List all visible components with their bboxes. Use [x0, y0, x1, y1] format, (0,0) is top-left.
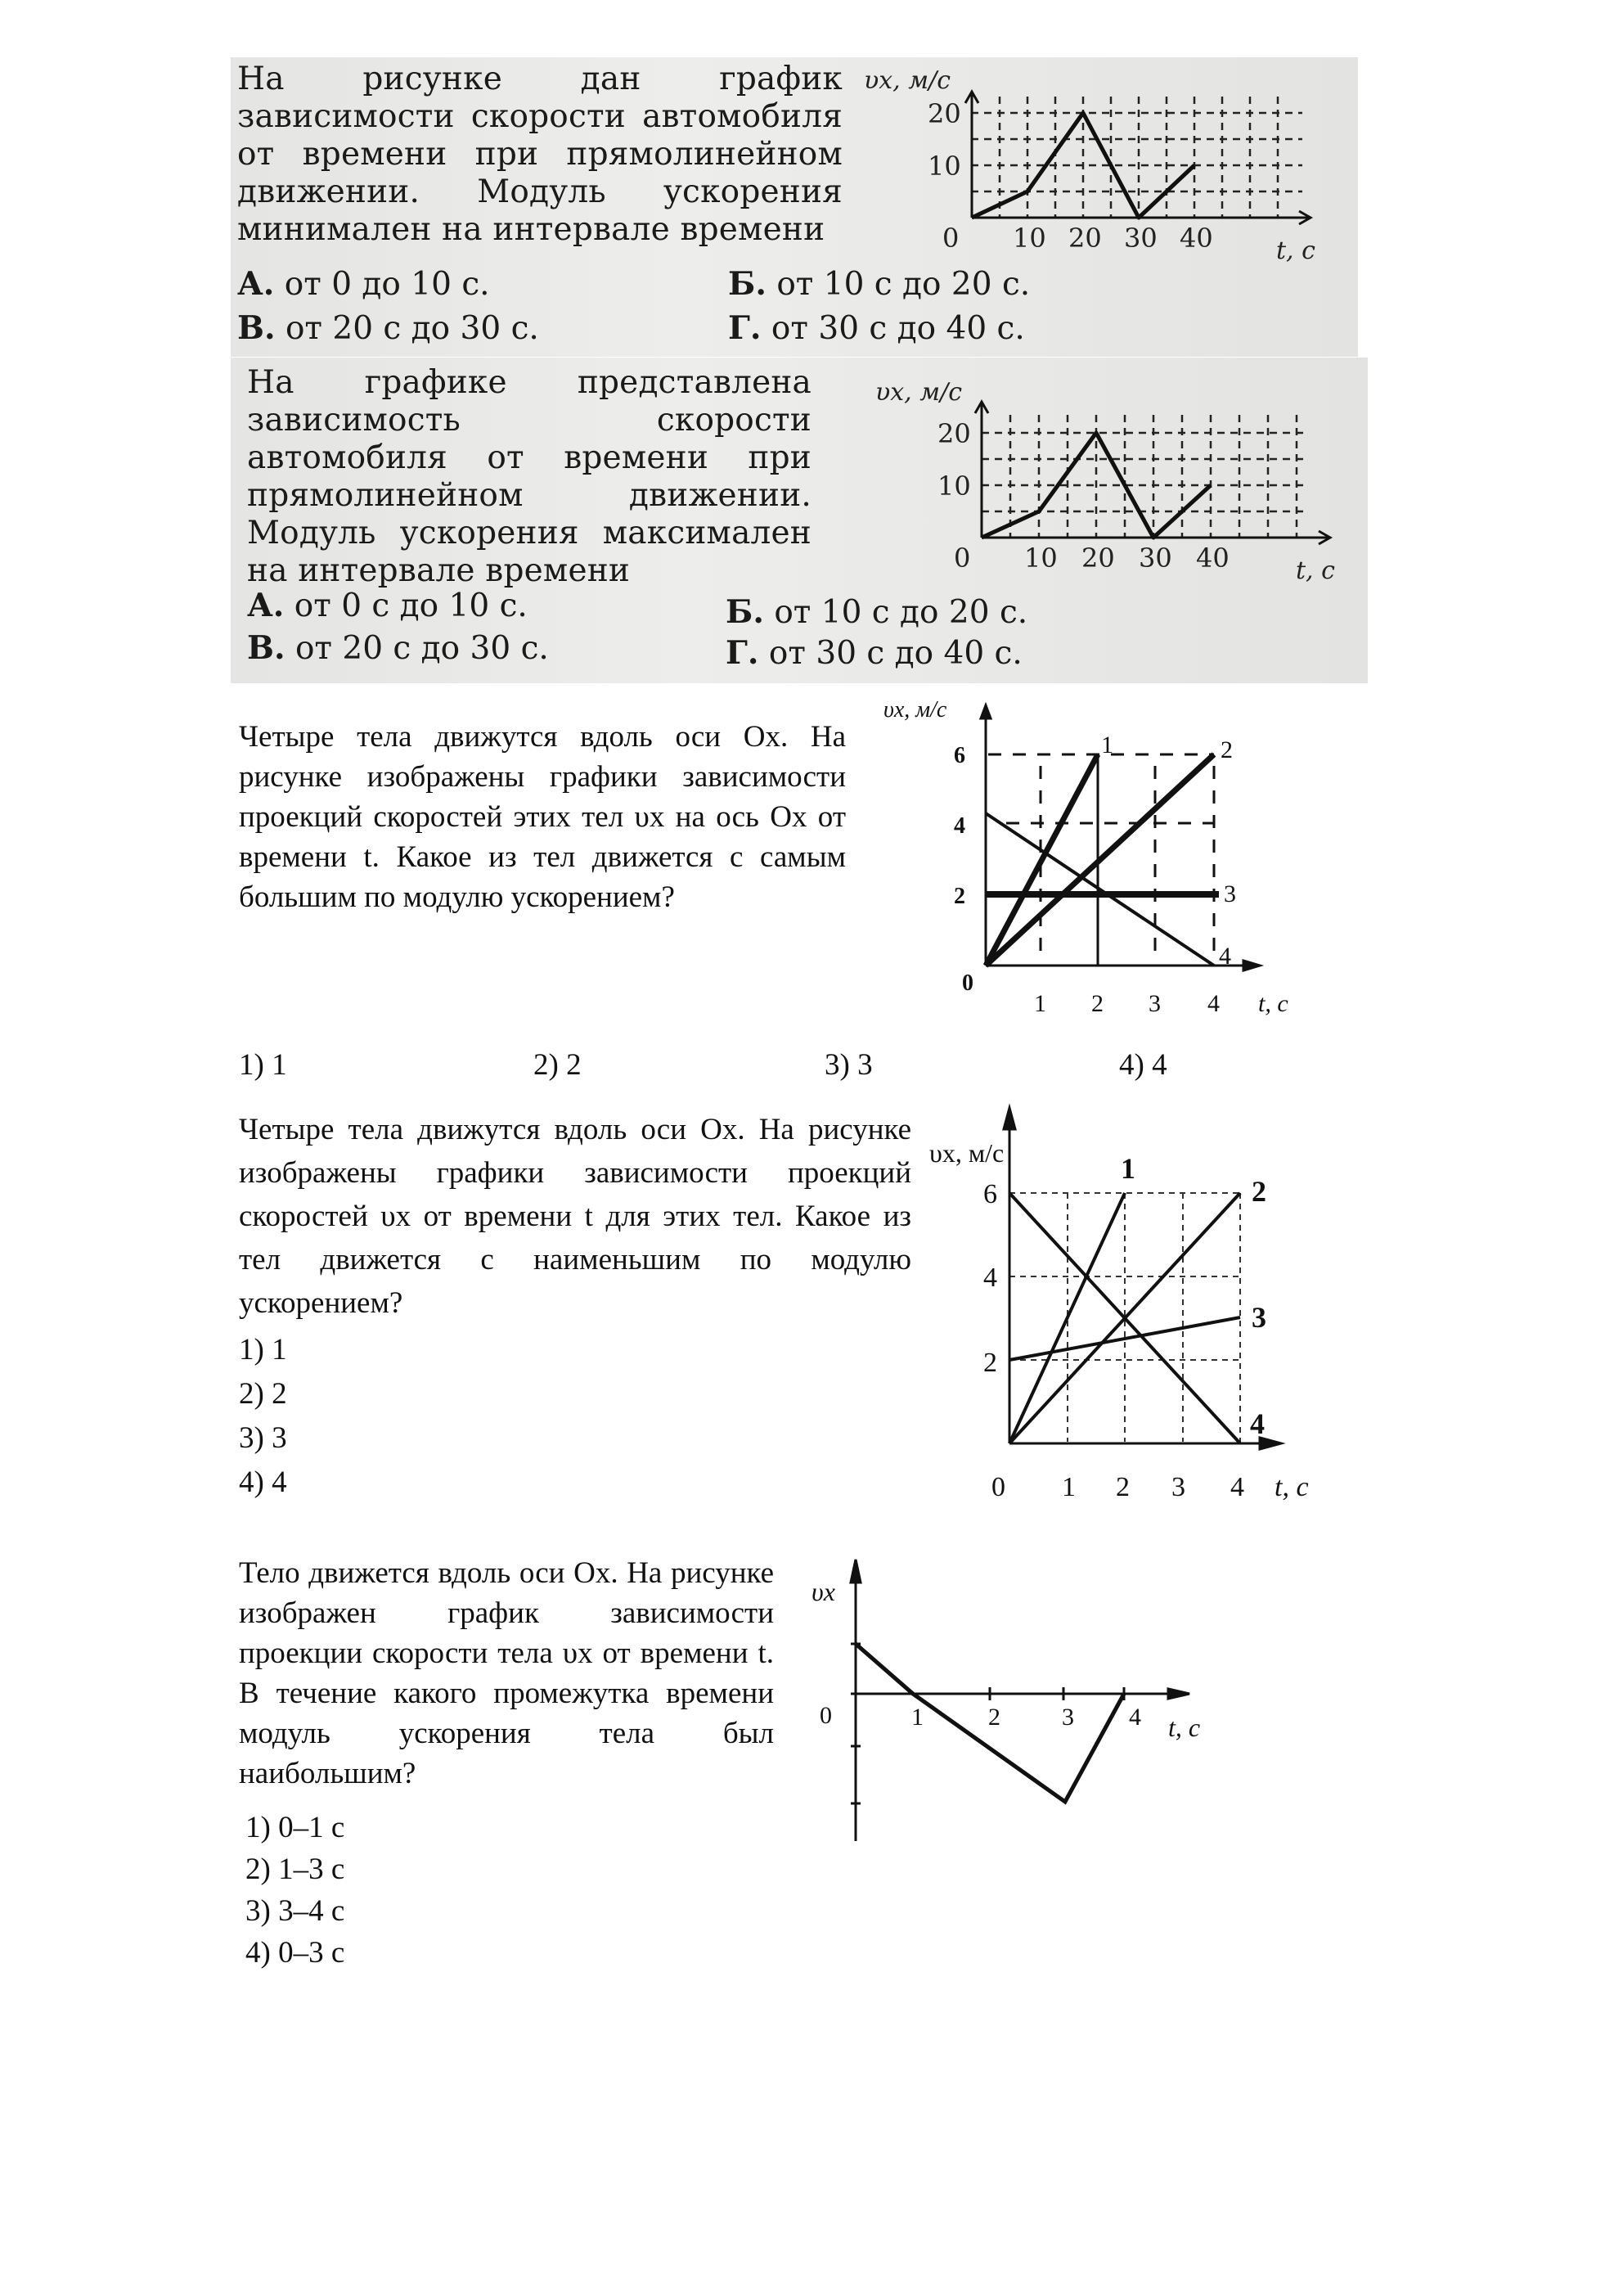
- option-v[interactable]: В. от 20 с до 30 с.: [237, 309, 539, 347]
- question-3-text: Четыре тела движутся вдоль оси Ox. На рисунке изображены графики зависимости проекций скоростей этих тел υx на ось Ox от времени t. Какое из тел движется с самым большим по модулю ускорением?: [239, 720, 846, 914]
- x-tick-2: 2: [1091, 990, 1104, 1017]
- line-2: [986, 754, 1214, 966]
- velocity-time-chart-4: [900, 1096, 1538, 1538]
- x-axis-label: t, с: [1168, 1713, 1201, 1742]
- line-label-2: 2: [1252, 1175, 1266, 1208]
- y-tick-4: 4: [954, 813, 965, 839]
- option-1[interactable]: 1) 0–1 с: [245, 1811, 345, 1844]
- question-1-options: [237, 262, 1301, 352]
- y-tick-20: 20: [928, 98, 961, 129]
- x-tick-10: 10: [1013, 223, 1046, 254]
- option-a[interactable]: А. от 0 до 10 с.: [237, 265, 490, 303]
- x-tick-3: 3: [1171, 1472, 1185, 1502]
- line-4: [986, 813, 1214, 966]
- x-axis-label: t, с: [1296, 556, 1335, 585]
- x-tick-30: 30: [1124, 223, 1158, 254]
- option-2[interactable]: 2) 2: [239, 1377, 287, 1411]
- line-label-4: 4: [1250, 1407, 1265, 1440]
- y-axis-label: υx: [812, 1577, 835, 1606]
- y-axis-label: υx, м/с: [875, 378, 963, 407]
- origin-label: 0: [991, 1472, 1005, 1502]
- option-3[interactable]: 3) 3: [239, 1421, 287, 1455]
- option-b[interactable]: Б. от 10 с до 20 с.: [726, 593, 1028, 631]
- question-2-scan: [231, 358, 1368, 683]
- origin-label: 0: [962, 970, 973, 996]
- option-g[interactable]: Г. от 30 с до 40 с.: [728, 309, 1025, 347]
- x-axis-label: t, с: [1258, 990, 1288, 1017]
- x-axis-label: t, с: [1276, 236, 1315, 265]
- y-tick-2: 2: [954, 884, 965, 909]
- y-tick-6: 6: [983, 1179, 997, 1209]
- x-tick-4: 4: [1230, 1472, 1244, 1502]
- option-3[interactable]: 3) 3: [825, 1048, 873, 1082]
- x-tick-40: 40: [1196, 542, 1230, 574]
- origin-label: 0: [954, 542, 971, 574]
- question-2-options: [247, 583, 1311, 673]
- option-1[interactable]: 1) 1: [239, 1333, 287, 1366]
- velocity-time-chart-5: [802, 1555, 1423, 1866]
- x-tick-30: 30: [1139, 542, 1172, 574]
- question-4-text: Четыре тела движутся вдоль оси Ox. На рисунке изображены графики зависимости проекций скоростей υx от времени t для этих тел. Какое из тел движется с наименьшим по модулю ускорением?: [239, 1113, 911, 1320]
- option-a[interactable]: А. от 0 с до 10 с.: [247, 587, 528, 624]
- option-4[interactable]: 4) 0–3 с: [245, 1936, 345, 1970]
- option-b[interactable]: Б. от 10 с до 20 с.: [728, 265, 1031, 303]
- question-5-text: Тело движется вдоль оси Ox. На рисунке изображен график зависимости проекции скорости тела υx от времени t. В течение какого промежутка времени модуль ускорения тела был наибольшим?: [239, 1556, 774, 1790]
- x-tick-1: 1: [1062, 1472, 1076, 1502]
- velocity-time-chart-1: [861, 57, 1351, 270]
- line-label-2: 2: [1221, 736, 1233, 763]
- y-tick-6: 6: [954, 743, 965, 768]
- x-tick-40: 40: [1180, 223, 1213, 254]
- x-tick-2: 2: [988, 1704, 1000, 1731]
- option-4[interactable]: 4) 4: [1119, 1048, 1167, 1082]
- option-4[interactable]: 4) 4: [239, 1465, 287, 1499]
- option-2[interactable]: 2) 1–3 с: [245, 1853, 345, 1886]
- option-1[interactable]: 1) 1: [239, 1048, 287, 1082]
- x-tick-20: 20: [1081, 542, 1115, 574]
- y-axis-label: υx, м/с: [883, 697, 947, 723]
- question-1-text: На рисунке дан график зависимости скорости автомобиля от времени при прямолинейном движении. Модуль ускорения минимален на интервале времени: [237, 61, 843, 248]
- question-1-scan: [231, 57, 1358, 357]
- option-3[interactable]: 3) 3–4 с: [245, 1894, 345, 1928]
- line-label-3: 3: [1252, 1301, 1266, 1334]
- line-label-4: 4: [1219, 943, 1231, 970]
- line-label-1: 1: [1121, 1152, 1135, 1185]
- origin-label: 0: [942, 223, 960, 254]
- y-tick-10: 10: [928, 151, 961, 182]
- x-axis-label: t, с: [1275, 1472, 1309, 1502]
- y-axis-label: υx, м/с: [864, 66, 951, 95]
- y-tick-10: 10: [937, 470, 971, 502]
- y-tick-20: 20: [937, 418, 971, 449]
- velocity-time-chart-2: [851, 369, 1358, 590]
- option-g[interactable]: Г. от 30 с до 40 с.: [726, 634, 1023, 672]
- option-v[interactable]: В. от 20 с до 30 с.: [247, 629, 549, 667]
- origin-label: 0: [820, 1702, 832, 1729]
- y-tick-2: 2: [983, 1348, 997, 1378]
- option-2[interactable]: 2) 2: [533, 1048, 582, 1082]
- y-tick-4: 4: [983, 1263, 997, 1293]
- x-tick-1: 1: [911, 1704, 924, 1731]
- x-tick-1: 1: [1034, 990, 1046, 1017]
- x-tick-20: 20: [1068, 223, 1102, 254]
- x-tick-10: 10: [1024, 542, 1058, 574]
- line-label-1: 1: [1101, 732, 1113, 759]
- x-tick-3: 3: [1062, 1704, 1074, 1731]
- x-tick-4: 4: [1207, 990, 1220, 1017]
- x-tick-4: 4: [1129, 1704, 1141, 1731]
- x-tick-3: 3: [1149, 990, 1161, 1017]
- x-tick-2: 2: [1116, 1472, 1130, 1502]
- line-1: [986, 754, 1098, 966]
- question-2-text: На графике представлена зависимость скорости автомобиля от времени при прямолинейном движении. Модуль ускорения максимален на интервале времени: [247, 364, 812, 589]
- y-axis-label: υx, м/с: [929, 1138, 1005, 1168]
- line-label-3: 3: [1224, 880, 1236, 907]
- velocity-time-chart-3: [883, 696, 1407, 1039]
